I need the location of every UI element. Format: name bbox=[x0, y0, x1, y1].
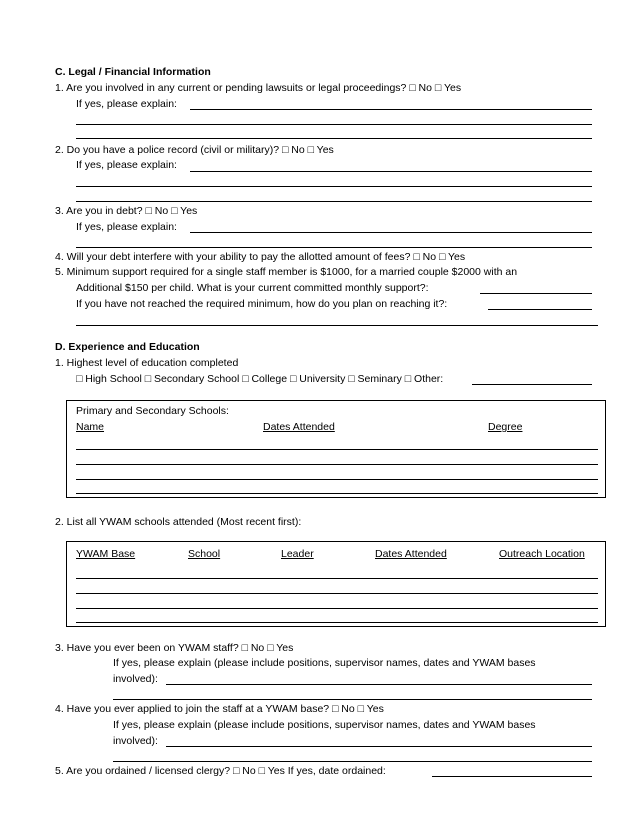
question-c3: 3. Are you in debt? □ No □ Yes bbox=[55, 205, 198, 217]
c3-explain-line-2[interactable] bbox=[76, 247, 592, 248]
question-c5-line2: Additional $150 per child. What is your current committed monthly support?: bbox=[76, 282, 429, 294]
d3-explain-field[interactable] bbox=[166, 684, 592, 685]
ywam-row-4[interactable] bbox=[76, 622, 598, 623]
education-other-field[interactable] bbox=[472, 384, 592, 385]
section-d-title: D. Experience and Education bbox=[55, 341, 200, 353]
question-d4-explain-line2: involved): bbox=[113, 735, 158, 747]
c1-explain-line-3[interactable] bbox=[76, 138, 592, 139]
ywam-row-3[interactable] bbox=[76, 608, 598, 609]
question-d2: 2. List all YWAM schools attended (Most recent first): bbox=[55, 516, 302, 528]
d4-explain-field[interactable] bbox=[166, 746, 592, 747]
schools-heading: Primary and Secondary Schools: bbox=[76, 405, 229, 417]
ywam-col-base: YWAM Base bbox=[76, 548, 136, 560]
schools-col-degree: Degree bbox=[488, 421, 523, 433]
schools-col-dates: Dates Attended bbox=[263, 421, 335, 433]
ywam-col-leader: Leader bbox=[281, 548, 314, 560]
c2-explain-line-3[interactable] bbox=[76, 201, 592, 202]
support-plan-line-2[interactable] bbox=[76, 325, 598, 326]
d4-explain-line-2[interactable] bbox=[113, 761, 592, 762]
question-d3: 3. Have you ever been on YWAM staff? □ No □ Yes bbox=[55, 642, 294, 654]
schools-row-2[interactable] bbox=[76, 464, 598, 465]
committed-support-field[interactable] bbox=[480, 293, 592, 294]
ywam-row-1[interactable] bbox=[76, 578, 598, 579]
question-c4: 4. Will your debt interfere with your ability to pay the allotted amount of fees? □ No □ Yes bbox=[55, 251, 466, 263]
ywam-col-dates: Dates Attended bbox=[375, 548, 447, 560]
ywam-row-2[interactable] bbox=[76, 593, 598, 594]
question-d3-explain-line1: If yes, please explain (please include positions, supervisor names, dates and YWAM bases bbox=[113, 657, 536, 669]
ywam-col-outreach: Outreach Location bbox=[499, 548, 585, 560]
question-d3-explain-line2: involved): bbox=[113, 673, 158, 685]
question-c1-explain-label: If yes, please explain: bbox=[76, 98, 177, 110]
question-c5-line1: 5. Minimum support required for a single staff member is $1000, for a married couple $2000 with an bbox=[55, 266, 518, 278]
ywam-col-school: School bbox=[188, 548, 221, 560]
education-options[interactable]: □ High School □ Secondary School □ College □ University □ Seminary □ Other: bbox=[76, 373, 444, 385]
schools-row-1[interactable] bbox=[76, 449, 598, 450]
question-d1: 1. Highest level of education completed bbox=[55, 357, 239, 369]
schools-col-name: Name bbox=[76, 421, 105, 433]
c1-explain-field[interactable] bbox=[190, 109, 592, 110]
section-c-title: C. Legal / Financial Information bbox=[55, 66, 211, 78]
question-c5-line3: If you have not reached the required minimum, how do you plan on reaching it?: bbox=[76, 298, 448, 310]
question-c3-explain-label: If yes, please explain: bbox=[76, 221, 177, 233]
question-d4-explain-line1: If yes, please explain (please include positions, supervisor names, dates and YWAM bases bbox=[113, 719, 536, 731]
support-plan-field[interactable] bbox=[488, 309, 592, 310]
schools-row-4[interactable] bbox=[76, 493, 598, 494]
c3-explain-field[interactable] bbox=[190, 232, 592, 233]
ordination-date-field[interactable] bbox=[432, 776, 592, 777]
c2-explain-field[interactable] bbox=[190, 171, 592, 172]
schools-row-3[interactable] bbox=[76, 479, 598, 480]
question-c1: 1. Are you involved in any current or pending lawsuits or legal proceedings? □ No □ Yes bbox=[55, 82, 462, 94]
question-d5: 5. Are you ordained / licensed clergy? □ No □ Yes If yes, date ordained: bbox=[55, 765, 386, 777]
c2-explain-line-2[interactable] bbox=[76, 186, 592, 187]
question-c2: 2. Do you have a police record (civil or military)? □ No □ Yes bbox=[55, 144, 334, 156]
question-d4: 4. Have you ever applied to join the staff at a YWAM base? □ No □ Yes bbox=[55, 703, 384, 715]
question-c2-explain-label: If yes, please explain: bbox=[76, 159, 177, 171]
d3-explain-line-2[interactable] bbox=[113, 699, 592, 700]
c1-explain-line-2[interactable] bbox=[76, 124, 592, 125]
